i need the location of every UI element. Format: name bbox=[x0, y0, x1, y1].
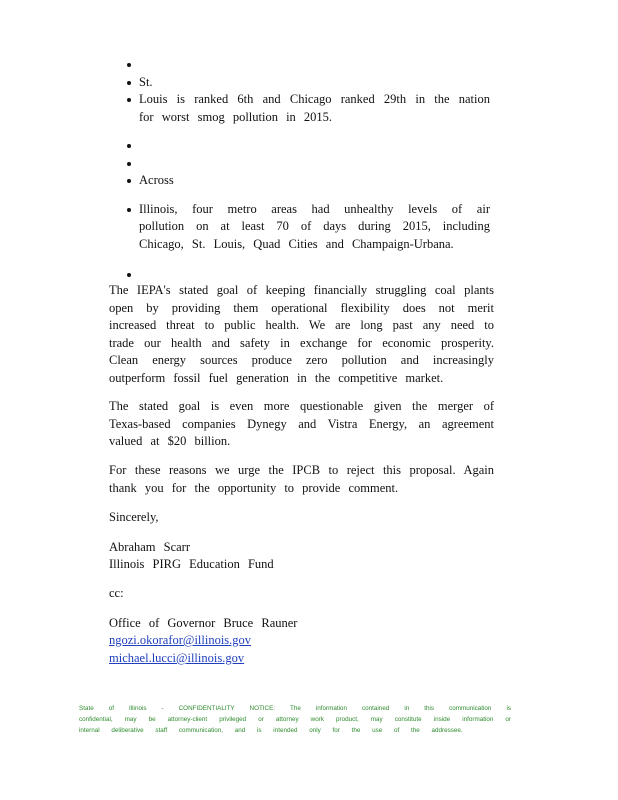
bullet-item-st: St. bbox=[127, 74, 490, 92]
salutation: Sincerely, bbox=[109, 510, 159, 524]
paragraph-iepa-goal: The IEPA's stated goal of keeping financially struggling coal plants open by providing them operational flexibility does not merit increased threat to public health. We are long past any need to trade our health and safety in exchange for economic prosperity. Clean energy sources produce zero pollution and increasingly outperform fossil fuel generation in the competitive market. bbox=[109, 283, 494, 385]
cc-email-2-row bbox=[109, 650, 278, 668]
confidentiality-notice: State of Illinois - CONFIDENTIALITY NOTICE: The information contained in this communication is confidential, may be attorney-client privileged or attorney work product, may constitute inside information or internal deliberative staff communication, and is intended only for the use of the addressee. bbox=[79, 705, 511, 734]
bullet-item-empty-1 bbox=[127, 56, 490, 74]
paragraph-merger: The stated goal is even more questionable given the merger of Texas-based companies Dynegy and Vistra Energy, an agreement valued at $20 billion. bbox=[109, 399, 494, 448]
signer-name: Abraham Scarr bbox=[109, 540, 191, 554]
bullet-list bbox=[127, 56, 507, 284]
bullet-item-metro-areas: Illinois, four metro areas had unhealthy levels of air pollution on at least 70 of days during 2015, including Chicago, St. Louis, Quad Cities and Champaign-Urbana. bbox=[127, 201, 490, 254]
bullet-item-empty-4 bbox=[127, 266, 490, 284]
bullet-item-across: Across bbox=[127, 172, 490, 190]
bullet-item-empty-3 bbox=[127, 155, 490, 173]
email-link-lucci[interactable]: michael.lucci@illinois.gov bbox=[109, 651, 245, 665]
signer-organization: Illinois PIRG Education Fund bbox=[109, 557, 274, 571]
bullet-item-empty-2 bbox=[127, 137, 490, 155]
bullet-item-smog-ranking: Louis is ranked 6th and Chicago ranked 29th in the nation for worst smog pollution in 2015. bbox=[127, 91, 490, 126]
cc-recipient: Office of Governor Bruce Rauner bbox=[109, 616, 298, 630]
cc-label: cc: bbox=[109, 586, 124, 600]
email-link-okorafor[interactable]: ngozi.okorafor@illinois.gov bbox=[109, 633, 252, 647]
cc-email-1-row bbox=[109, 632, 285, 650]
paragraph-reasons: For these reasons we urge the IPCB to reject this proposal. Again thank you for the opportunity to provide comment. bbox=[109, 463, 494, 495]
